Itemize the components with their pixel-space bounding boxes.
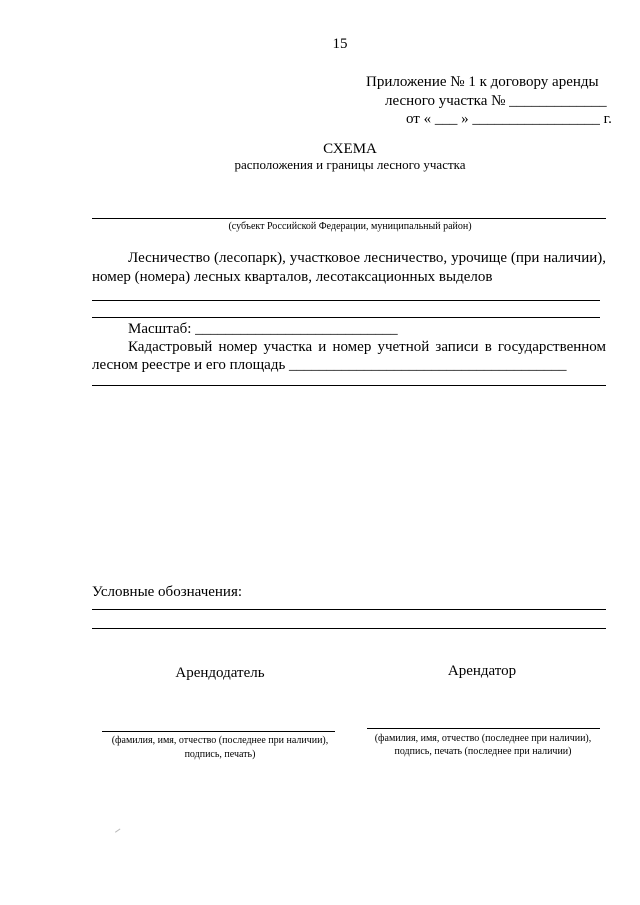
legend-label: Условные обозначения: xyxy=(92,584,243,600)
forestry-line-2: номер (номера) лесных кварталов, лесотаксационных выделов xyxy=(92,269,493,285)
legend-fill-line-2 xyxy=(92,628,606,629)
region-caption: (субъект Российской Федерации, муниципальный район) xyxy=(228,221,472,232)
region-line xyxy=(92,218,606,219)
forestry-fill-line-1 xyxy=(92,300,600,301)
scan-mark xyxy=(115,828,121,833)
lessor-signature-line xyxy=(102,731,335,732)
lessee-caption-line-1: (фамилия, имя, отчество (последнее при наличии), xyxy=(374,733,592,744)
page-number: 15 xyxy=(332,36,348,52)
appendix-line-1: Приложение № 1 к договору аренды xyxy=(366,74,599,90)
page-title: СХЕМА xyxy=(323,141,377,157)
lessee-signature-line xyxy=(367,728,600,729)
forestry-fill-line-2 xyxy=(92,317,600,318)
lessor-title: Арендодатель xyxy=(175,665,265,681)
appendix-line-2: лесного участка № _____________ xyxy=(385,93,607,109)
lessor-caption-line-2: подпись, печать) xyxy=(184,749,256,760)
cadastral-line-1: Кадастровый номер участка и номер учетной записи в государственном xyxy=(128,339,606,355)
forestry-line-1: Лесничество (лесопарк), участковое лесничество, урочище (при наличии), xyxy=(128,250,606,266)
cadastral-line-2: лесном реестре и его площадь _____________________________________ xyxy=(92,357,567,373)
lessee-caption-line-2: подпись, печать (последнее при наличии) xyxy=(394,746,572,757)
page-subtitle: расположения и границы лесного участка xyxy=(234,157,466,172)
lessee-title: Арендатор xyxy=(447,663,517,679)
scale-label: Масштаб: ___________________________ xyxy=(128,321,398,337)
appendix-line-3: от « ___ » _________________ г. xyxy=(406,111,612,127)
lessor-caption-line-1: (фамилия, имя, отчество (последнее при наличии), xyxy=(111,735,329,746)
legend-fill-line-1 xyxy=(92,609,606,610)
cadastral-fill-line xyxy=(92,385,606,386)
